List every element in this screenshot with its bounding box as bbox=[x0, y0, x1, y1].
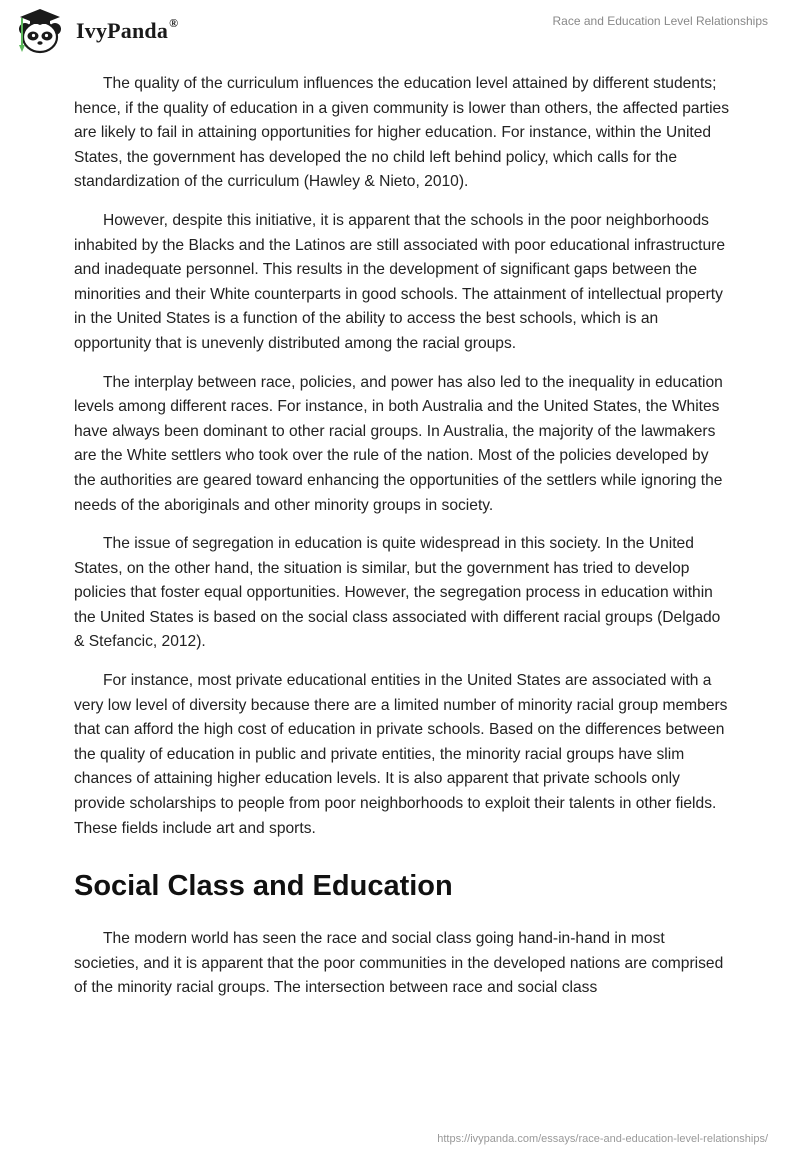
footer-url[interactable]: https://ivypanda.com/essays/race-and-education-level-relationships/ bbox=[437, 1133, 768, 1145]
page-header bbox=[0, 0, 800, 60]
section-paragraph-1: The modern world has seen the race and social class going hand-in-hand in most societies, and it is apparent that the poor communities in the developed nations are comprised of the minority racial groups. The intersection between race and social class bbox=[74, 930, 724, 997]
paragraph-1: The quality of the curriculum influences the education level attained by different students; hence, if the quality of education in a given community is lower than others, the affected parties are likely to fail in attaining opportunities for higher education. For instance, within the United States, the government has developed the no child left behind policy, which calls for the standardization of the curriculum (Hawley & Nieto, 2010). bbox=[74, 75, 730, 191]
paragraph-4: The issue of segregation in education is quite widespread in this society. In the United States, on the other hand, the situation is similar, but the government has tried to develop policies that foster equal opportunities. However, the segregation process in education within the United States is based on the social class associated with different racial groups (Delgado & Stefancic, 2012). bbox=[74, 535, 721, 651]
brand-name bbox=[76, 18, 178, 44]
paragraph-3: The interplay between race, policies, and power has also led to the inequality in education levels among different races. For instance, in both Australia and the United States, the Whites have always been dominant to other racial groups. In Australia, the majority of the lawmakers are the White settlers who took over the rule of the nation. Most of the policies developed by the authorities are geared toward enhancing the opportunities of the settlers while ignoring the needs of the aboriginals and other minority groups in society. bbox=[74, 373, 723, 514]
section-heading: Social Class and Education bbox=[74, 870, 453, 903]
document-title: Race and Education Level Relationships bbox=[552, 14, 768, 28]
ivypanda-logo[interactable] bbox=[14, 6, 178, 56]
paragraph-5: For instance, most private educational entities in the United States are associated with a very low level of diversity because there are a limited number of minority racial group members that can afford the high cost of education in private schools. Based on the differences between the quality of education in public and private entities, the minority racial groups have slim chances of attaining higher education levels. It is also apparent that private schools only provide scholarships to people from poor neighborhoods to exploit their talents in other fields. These fields include art and sports. bbox=[74, 672, 728, 837]
paragraph-2: However, despite this initiative, it is apparent that the schools in the poor neighborhoods inhabited by the Blacks and the Latinos are still associated with poor educational infrastructure and inadequate personnel. This results in the development of significant gaps between the minorities and their White counterparts in good schools. The attainment of intellectual property in the United States is a function of the ability to access the best schools, which is an opportunity that is unevenly distributed among the racial groups. bbox=[74, 211, 725, 352]
essay-content bbox=[74, 72, 734, 1015]
brand-name-text: IvyPanda bbox=[76, 18, 169, 43]
panda-graduation-cap-icon bbox=[14, 7, 66, 55]
registered-mark: ® bbox=[169, 16, 179, 30]
